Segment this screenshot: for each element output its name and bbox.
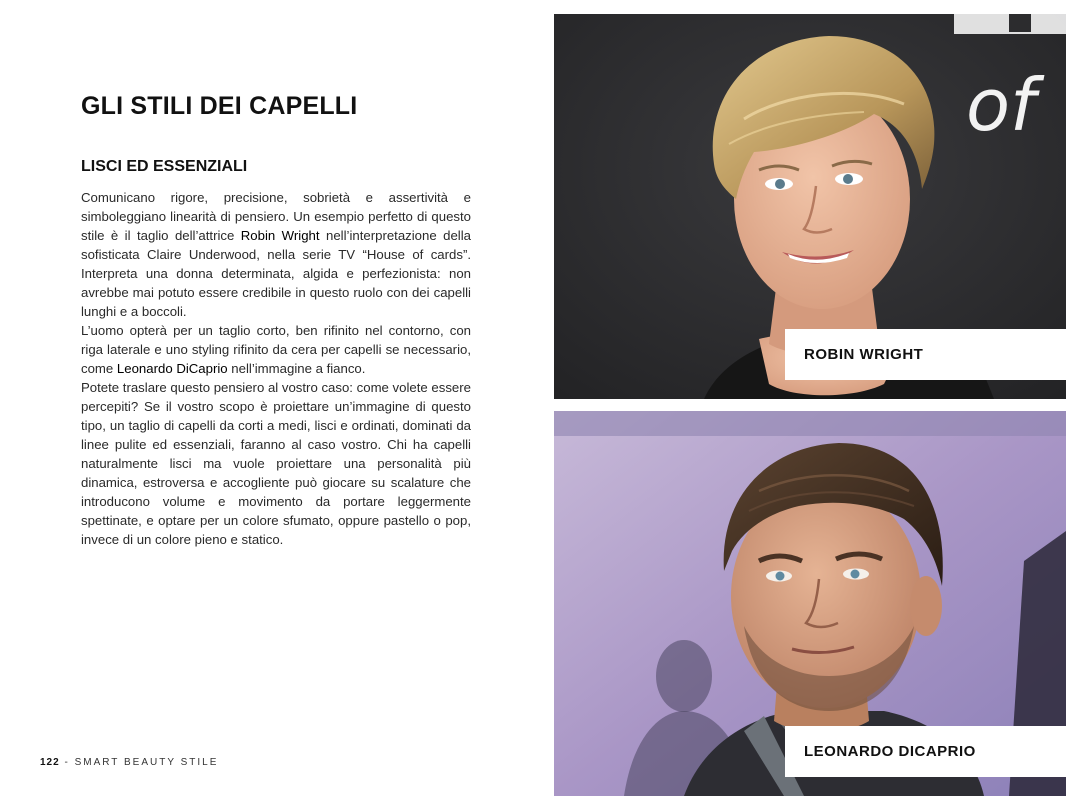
name-leonardo-dicaprio: Leonardo DiCaprio (116, 361, 228, 376)
name-robin-wright: Robin Wright (240, 228, 320, 243)
paragraph-1: Comunicano rigore, precisione, sobrietà e assertività e simboleggiano linearità di pensiero. Un esempio perfetto di questo stile è il taglio dell’attrice Robin Wright nell’interpretazione della sofisticata Claire Underwood, nella serie TV “House of cards”. Interpreta una donna determinata, algida e perfezionista: non avrebbe mai potuto essere credibile in questo ruolo con dei capelli lunghi e a boccoli. (81, 190, 471, 319)
caption-robin-wright: ROBIN WRIGHT (785, 329, 1066, 380)
caption-leonardo-dicaprio: LEONARDO DICAPRIO (785, 726, 1066, 777)
page-number: 122 (40, 757, 60, 768)
paragraph-2: L’uomo opterà per un taglio corto, ben rifinito nel contorno, con riga laterale e uno styling rifinito da cera per capelli se necessario, come Leonardo DiCaprio nell’immagine a fianco. (81, 323, 471, 376)
page-footer (40, 757, 218, 768)
page-title: GLI STILI DEI CAPELLI (81, 92, 358, 120)
publication-name: SMART BEAUTY STILE (74, 757, 219, 768)
paragraph-3: Potete traslare questo pensiero al vostro caso: come volete essere percepiti? Se il vostro scopo è proiettare un’immagine di questo tipo, un taglio di capelli da corti a medi, lisci e ordinati, dominati da linee pulite ed essenziali, faranno al caso vostro. Chi ha capelli naturalmente lisci ma vuole proiettare una personalità più dinamica, estroversa e accogliente può giocare su scalature che introducono volume e movimento da portare leggermente spettinate, e optare per un colore sfumato, oppure pastello o pop, invece di un colore pieno e statico. (81, 380, 471, 547)
body-text (81, 188, 471, 549)
backdrop-text: of (966, 63, 1036, 147)
section-subtitle: LISCI ED ESSENZIALI (81, 158, 248, 175)
footer-separator: - (59, 757, 75, 768)
